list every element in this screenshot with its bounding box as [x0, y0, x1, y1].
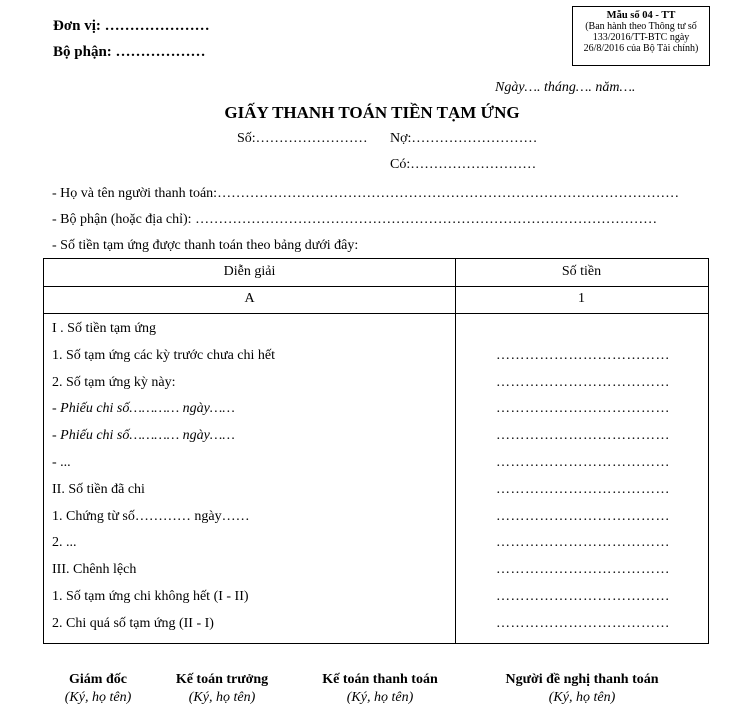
table-row-label: - Phiếu chi số………… ngày…… — [52, 428, 235, 443]
credit-account: Có:……………………… — [390, 157, 537, 172]
department-address-field: - Bộ phận (hoặc địa chỉ): ……………………………………………………………………………………… — [52, 212, 658, 227]
table-row-label: - ... — [52, 455, 71, 470]
code-row-divider — [44, 313, 708, 314]
column-divider — [455, 259, 456, 643]
table-row-amount: ……………………………… — [496, 482, 670, 497]
advance-payment-table — [43, 258, 709, 644]
signature-role: Giám đốc — [69, 672, 127, 687]
signature-note: (Ký, họ tên) — [346, 690, 414, 705]
column-code-1: 1 — [578, 291, 585, 306]
table-row-label: I . Số tiền tạm ứng — [52, 321, 157, 336]
form-note-line-1: (Ban hành theo Thông tư số — [585, 21, 697, 32]
signature-note: (Ký, họ tên) — [548, 690, 616, 705]
form-code: Mẫu số 04 - TT — [606, 10, 676, 21]
department-field: Bộ phận: ……………… — [53, 44, 206, 60]
header-divider — [44, 286, 708, 287]
signature-role: Người đề nghị thanh toán — [505, 672, 659, 687]
table-intro: - Số tiền tạm ứng được thanh toán theo bảng dưới đây: — [52, 238, 359, 253]
table-row-amount: ……………………………… — [496, 401, 670, 416]
date-line: Ngày…. tháng…. năm…. — [495, 80, 636, 95]
signature-note: (Ký, họ tên) — [188, 690, 256, 705]
table-row-label: II. Số tiền đã chi — [52, 482, 145, 497]
table-row-label: 2. Chi quá số tạm ứng (II - I) — [52, 616, 214, 631]
table-row-amount: ……………………………… — [496, 562, 670, 577]
table-row-label: 2. ... — [52, 535, 77, 550]
column-header-description: Diễn giải — [223, 264, 276, 279]
table-row-amount: ……………………………… — [496, 616, 670, 631]
form-note-line-3: 26/8/2016 của Bộ Tài chính) — [583, 43, 699, 54]
table-row-amount: ……………………………… — [496, 455, 670, 470]
table-row-label: - Phiếu chi số………… ngày…… — [52, 401, 235, 416]
debit-account: Nợ:……………………… — [390, 131, 538, 146]
table-row-amount: ……………………………… — [496, 535, 670, 550]
form-note-line-2: 133/2016/TT-BTC ngày — [592, 32, 690, 43]
column-code-a: A — [244, 291, 255, 306]
table-row-label: 1. Chứng từ số………… ngày…… — [52, 509, 250, 524]
signature-role: Kế toán thanh toán — [322, 672, 438, 687]
table-row-label: III. Chênh lệch — [52, 562, 137, 577]
unit-field: Đơn vị: ………………… — [53, 18, 210, 34]
table-row-amount: ……………………………… — [496, 589, 670, 604]
column-header-amount: Số tiền — [561, 264, 602, 279]
table-row-amount: ……………………………… — [496, 509, 670, 524]
signature-block — [482, 672, 682, 706]
table-row-label: 1. Số tạm ứng chi không hết (I - II) — [52, 589, 249, 604]
table-row-amount: ……………………………… — [496, 428, 670, 443]
payer-name-field: - Họ và tên người thanh toán:……………………………………………………………………………………… — [52, 186, 680, 201]
document-title: GIẤY THANH TOÁN TIỀN TẠM ỨNG — [224, 103, 520, 122]
form-code-box — [572, 6, 710, 66]
signature-note: (Ký, họ tên) — [64, 690, 132, 705]
signature-role: Kế toán trưởng — [175, 672, 269, 687]
table-row-label: 2. Số tạm ứng kỳ này: — [52, 375, 176, 390]
table-row-amount: ……………………………… — [496, 375, 670, 390]
table-row-amount: ……………………………… — [496, 348, 670, 363]
signature-block — [280, 672, 480, 706]
document-number: Số:…………………… — [237, 131, 368, 146]
table-row-label: 1. Số tạm ứng các kỳ trước chưa chi hết — [52, 348, 275, 363]
